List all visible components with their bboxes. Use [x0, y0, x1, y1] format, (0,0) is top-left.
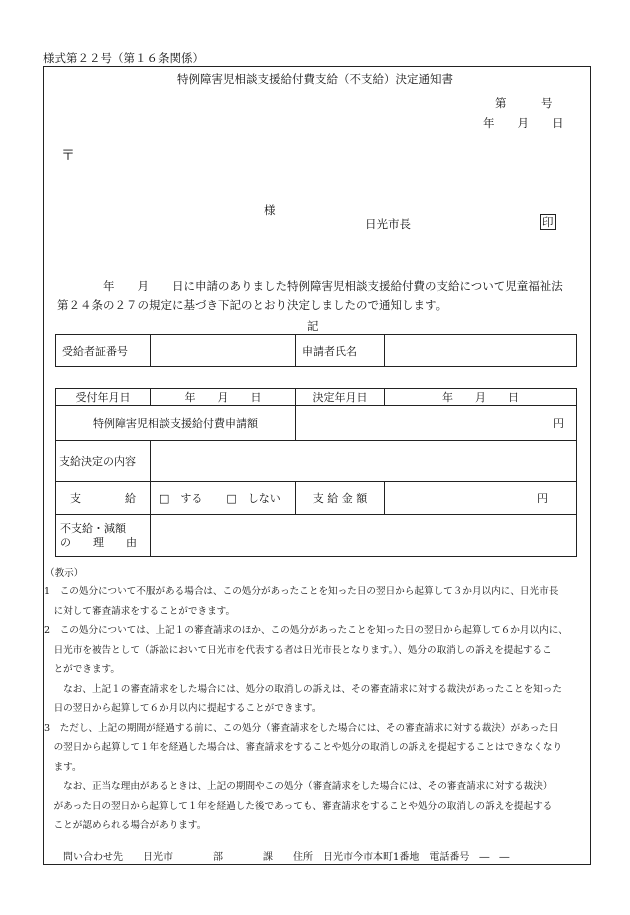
payment-options [151, 482, 296, 515]
yen-unit: 円 [537, 492, 548, 505]
notice-line: とができます。 [44, 664, 120, 675]
reason-label [56, 515, 151, 557]
notice-line: 日の翌日から起算して６か月以内に提起することができます。 [44, 703, 322, 714]
applied-amount-value [296, 406, 577, 441]
document-title: 特例障害児相談支援給付費支給（不支給）決定通知書 [177, 72, 453, 86]
recipient-number-value [151, 335, 296, 367]
notice-line: 日光市を被告として（訴訟において日光市を代表する者は日光市長となります。）、処分の取消しの訴えを提起するこ [44, 644, 552, 656]
contact-line: 問い合わせ先 日光市 部 課 住所 日光市今市本町1番地 電話番号 ― ― [63, 852, 510, 863]
applied-amount-label: 特例障害児相談支援給付費申請額 [56, 406, 296, 441]
notice-line: ます。 [44, 761, 82, 773]
issuer-name: 日光市長 [365, 217, 411, 231]
option-yes-checkbox[interactable]: □ する [159, 492, 203, 505]
notice-line: なお、上記１の審査請求をした場合には、処分の取消しの訴えは、その審査請求に対する裁決があったことを知った [44, 683, 562, 695]
form-label: 様式第２２号（第１６条関係） [43, 51, 204, 65]
yen-unit: 円 [553, 417, 564, 430]
decision-date-value: 年 月 日 [385, 389, 577, 406]
body-text-line-2: 第２４条の２７の規定に基づき下記のとおり決定しましたので通知します。 [57, 298, 448, 312]
payment-amount-value [385, 482, 577, 515]
applicant-name-label: 申請者氏名 [296, 335, 385, 367]
payment-amount-label: 支 給 金 額 [296, 482, 385, 515]
decision-date-label: 決定年月日 [296, 389, 385, 406]
option-no-checkbox[interactable]: □ しない [226, 492, 281, 505]
addressee-suffix: 様 [264, 203, 276, 217]
notice-line: 3 ただし、上記の期間が経過する前に、この処分（審査請求をした場合には、その審査請求に対する裁決）があった日 [44, 722, 559, 734]
reason-label-line-1: 不支給・減額 [60, 521, 126, 535]
notice-body [44, 582, 592, 836]
notice-line: の翌日から起算して１年を経過した場合は、審査請求をすることや処分の取消しの訴えを提起することはできなくなり [44, 742, 563, 753]
notice-line: に対して審査請求をすることができます。 [44, 605, 236, 617]
postal-mark: 〒 [61, 148, 75, 164]
applicant-name-value [385, 335, 577, 367]
ki-label: 記 [307, 319, 319, 333]
receipt-date-label: 受付年月日 [56, 389, 151, 406]
payment-label: 支 給 [56, 482, 151, 515]
reason-label-line-2: の 理 由 [60, 535, 137, 549]
recipient-number-label: 受給者証番号 [56, 335, 151, 367]
payment-content-value [151, 441, 577, 482]
notice-line: ことが認められる場合があります。 [44, 820, 207, 831]
payment-content-label: 支給決定の内容 [56, 441, 151, 482]
decision-table [55, 388, 577, 557]
notice-line: があった日の翌日から起算して１年を経過した後であっても、審査請求をすることや処分の取消しの訴えを提起する [44, 800, 553, 812]
notice-line: 2 この処分については、上記１の審査請求のほか、この処分があったことを知った日の翌日から起算して６か月以内に、 [44, 625, 568, 636]
body-text-line-1: 年 月 日に申請のありました特例障害児相談支援給付費の支給について児童福祉法 [103, 279, 563, 293]
notice-line: なお、正当な理由があるときは、上記の期間やこの処分（審査請求をした場合には、その審査請求に対する裁決） [44, 781, 553, 792]
document-date-label: 年 月 日 [483, 116, 564, 130]
notice-heading: （教示） [45, 568, 84, 579]
recipient-table [55, 334, 577, 367]
notice-line: 1 この処分について不服がある場合は、この処分があったことを知った日の翌日から起算して３か月以内に、日光市長 [44, 586, 559, 597]
seal-mark: 印 [542, 215, 554, 229]
reason-value [151, 515, 577, 557]
receipt-date-value: 年 月 日 [151, 389, 296, 406]
document-number-label: 第 号 [495, 96, 553, 110]
